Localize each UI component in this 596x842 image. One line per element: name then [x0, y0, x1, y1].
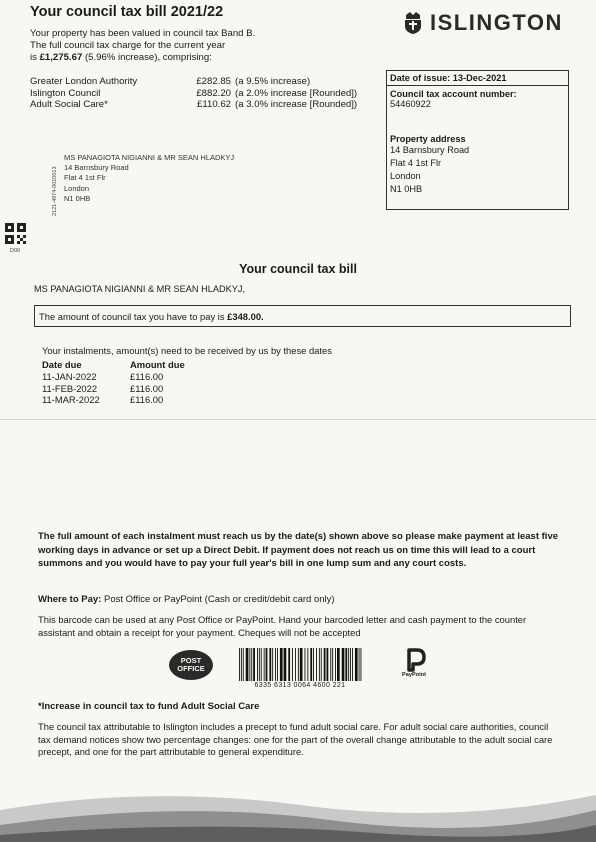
charges-breakdown	[30, 76, 357, 111]
barcode-bar	[269, 648, 271, 681]
mailing-address-line: London	[64, 183, 90, 193]
post-office-logo	[169, 650, 213, 680]
charge-row	[30, 99, 357, 111]
adult-social-care-heading: *Increase in council tax to fund Adult Social Care	[38, 701, 260, 712]
barcode-bar	[342, 648, 345, 681]
barcode-bar	[321, 648, 322, 681]
intro-line-3	[30, 52, 255, 64]
barcode-bar	[319, 648, 320, 681]
footer-wave-decoration	[0, 780, 596, 842]
barcode-bar	[352, 648, 353, 681]
barcode-bar	[264, 648, 265, 681]
barcode-bar	[355, 648, 358, 681]
mailing-address-line: N1 0HB	[64, 193, 91, 203]
property-address-line: Flat 4 1st Flr	[390, 158, 442, 168]
islington-logo	[402, 10, 563, 36]
instalment-row	[42, 394, 185, 406]
charge-name: Adult Social Care*	[30, 99, 108, 111]
post-office-logo-line: OFFICE	[177, 664, 205, 673]
logo-text: ISLINGTON	[430, 10, 563, 35]
barcode-bar	[307, 648, 308, 681]
paypoint-label: PayPoint	[402, 672, 426, 678]
property-address-line: N1 0HB	[390, 184, 423, 194]
barcode-bar	[298, 648, 299, 681]
fold-line	[0, 419, 596, 420]
account-info-box	[386, 70, 569, 210]
instalment-row	[42, 383, 185, 395]
crest-icon	[402, 11, 424, 35]
charge-row	[30, 76, 357, 88]
charge-name: Islington Council	[30, 87, 101, 99]
where-to-pay	[38, 594, 335, 605]
instalment-date: 11-JAN-2022	[42, 370, 97, 382]
barcode-bar	[261, 648, 262, 681]
barcode-bar	[359, 648, 360, 681]
barcode-bar	[324, 648, 326, 681]
barcode-bar	[327, 648, 329, 681]
mailing-address-line: 14 Barnsbury Road	[64, 163, 129, 173]
barcode-bar	[266, 648, 268, 681]
post-office-logo-line: POST	[180, 656, 202, 665]
amount-due-value: £348.00.	[227, 311, 264, 322]
intro-prefix: is	[30, 52, 40, 64]
barcode-bar	[295, 648, 296, 681]
instalments-header	[42, 359, 185, 371]
instalment-amount: £116.00	[130, 394, 164, 406]
barcode-number: 6335 6313 0064 4600 221	[254, 682, 346, 689]
intro-suffix: (5.96% increase), comprising:	[82, 52, 212, 64]
qr-label: D00	[10, 248, 21, 254]
where-to-pay-label: Where to Pay:	[38, 594, 102, 605]
charge-note: (a 3.0% increase [Rounded])	[235, 99, 358, 111]
barcode-bar	[284, 648, 287, 681]
instalment-date: 11-MAR-2022	[42, 394, 100, 406]
barcode-bar	[272, 648, 273, 681]
mailing-address-line: Flat 4 1st Flr	[64, 173, 106, 183]
instalment-amount: £116.00	[130, 382, 164, 394]
barcode-bar	[361, 648, 362, 681]
qr-code-icon	[5, 223, 26, 244]
barcode-bar	[305, 648, 306, 681]
charge-note: (a 2.0% increase [Rounded])	[235, 87, 358, 99]
payment-barcode	[238, 648, 362, 681]
property-address-line: London	[390, 171, 421, 181]
barcode-bar	[259, 648, 260, 681]
col-date-due: Date due	[42, 359, 82, 370]
where-to-pay-text: Post Office or PayPoint (Cash or credit/debit card only)	[101, 594, 335, 605]
instalments-intro: Your instalments, amount(s) need to be received by us by these dates	[42, 345, 332, 356]
bill-title: Your council tax bill 2021/22	[30, 4, 224, 20]
charge-amount: £110.62	[197, 99, 231, 111]
barcode-bar	[241, 648, 242, 681]
band-intro	[30, 28, 255, 65]
barcode-bar	[350, 648, 351, 681]
barcode-bar	[313, 648, 314, 681]
instalment-date: 11-FEB-2022	[42, 382, 98, 394]
barcode-bar	[275, 648, 276, 681]
barcode-bar	[249, 648, 250, 681]
charge-note: (a 9.5% increase)	[235, 76, 311, 87]
total-charge: £1,275.67	[39, 52, 83, 64]
bill-subtitle: Your council tax bill	[239, 262, 357, 276]
barcode-bar	[335, 648, 336, 681]
col-amount-due: Amount due	[130, 359, 185, 370]
payment-warning: The full amount of each instalment must reach us by the date(s) shown above so please make payment at least five working days in advance or set up a Direct Debit. If payment does not reach us on time this will lead to a court summons and you would have to pay your full year's bill in one lump sum and any court costs.	[38, 531, 559, 569]
instalment-amount: £116.00	[130, 370, 164, 382]
barcode-bar	[251, 648, 252, 681]
barcode-bar	[337, 648, 340, 681]
barcode-bar	[292, 648, 293, 681]
date-of-issue: Date of issue: 13-Dec-2021	[387, 71, 568, 86]
mail-sort-code-text: 2121-4974-0010013	[52, 166, 58, 216]
amount-due-prefix: The amount of council tax you have to pay is	[39, 311, 228, 322]
barcode-bar	[316, 648, 317, 681]
charge-amount: £882.20	[196, 87, 231, 99]
barcode-bar	[330, 648, 331, 681]
bill-recipient: MS PANAGIOTA NIGIANNI & MR SEAN HLADKYJ,	[34, 284, 246, 294]
charge-row	[30, 88, 357, 100]
mailing-address	[64, 153, 234, 204]
barcode-bar	[332, 648, 333, 681]
mail-sort-code	[52, 152, 62, 218]
barcode-bar	[246, 648, 249, 681]
barcode-bar	[277, 648, 278, 681]
intro-line-1: Your property has been valued in council tax Band B.	[30, 28, 256, 39]
mailing-address-line: MS PANAGIOTA NIGIANNI & MR SEAN HLADKYJ	[64, 153, 235, 162]
adult-social-care-text: The council tax attributable to Islington includes a precept to fund adult social care. For adult social care authorities, council tax demand notices show two percentage changes: one for the part of the overall change attributable to the adult social care precept, and one for the part attributable to general expenditure.	[38, 721, 553, 758]
account-number: 54460922	[390, 99, 431, 109]
intro-line-2: The full council tax charge for the current year	[30, 40, 226, 52]
barcode-bar	[310, 648, 312, 681]
barcode-bar	[243, 648, 244, 681]
barcode-bar	[257, 648, 258, 681]
instalments-table	[42, 359, 185, 406]
charge-name: Greater London Authority	[30, 76, 138, 87]
barcode-bar	[348, 648, 349, 681]
barcode-instructions: This barcode can be used at any Post Office or PayPoint. Hand your barcoded letter and cash payment to the counter assistant and obtain a receipt for your payment. Cheques will not be accepted	[38, 614, 527, 638]
account-number-label: Council tax account number:	[390, 89, 517, 99]
charge-amount: £282.85	[196, 76, 231, 87]
barcode-bar	[300, 648, 303, 681]
barcode-bar	[253, 648, 255, 681]
barcode-bar	[239, 648, 240, 681]
barcode-bar	[288, 648, 290, 681]
property-address-label: Property address	[390, 134, 466, 144]
property-address-line: 14 Barnsbury Road	[390, 145, 470, 155]
barcode-bar	[345, 648, 347, 681]
amount-due-box	[34, 305, 571, 327]
instalment-row	[42, 371, 185, 383]
barcode-bar	[280, 648, 283, 681]
